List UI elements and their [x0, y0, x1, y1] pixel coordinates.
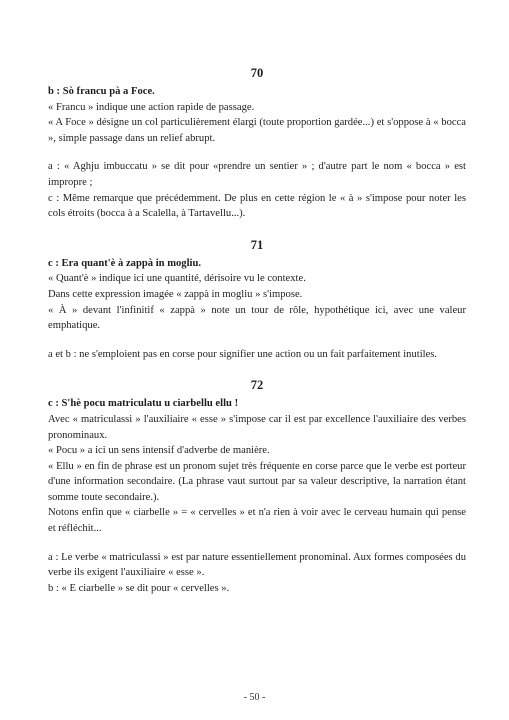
paragraph: Avec « matriculassi » l'auxiliaire « esse » s'impose car il est par excellence l'auxiliaire des verbes pronominaux. [48, 413, 466, 441]
note-paragraph: b : « E ciarbelle » se dit pour « cervelles ». [48, 582, 230, 594]
page-number: - 50 - [243, 692, 266, 703]
note-paragraph: c : Même remarque que précédemment. De plus en cette région le « à » s'impose pour noter les cols étroits (bocca à a Scalella, à Tartavellu...). [48, 192, 466, 220]
note-paragraph: a et b : ne s'emploient pas en corse pour signifier une action ou un fait parfaitement inutiles. [48, 348, 438, 360]
note-paragraph: a : « Aghju imbuccatu » se dit pour «prendre un sentier » ; d'autre part le nom « bocca » est impropre ; [48, 161, 466, 188]
paragraph: « Francu » indique une action rapide de passage. [48, 101, 255, 113]
section-number: 71 [250, 237, 264, 252]
section-70 [48, 64, 466, 222]
paragraph: Dans cette expression imagée « zappà in mogliu » s'impose. [48, 288, 303, 300]
spacer [48, 537, 466, 550]
section-number: 70 [250, 66, 264, 80]
section-72 [48, 376, 466, 596]
paragraph: « Ellu » en fin de phrase est un pronom sujet très fréquente en corse parce que le verbe est porteur d'une information secondaire. (La phrase vaut surtout par sa valeur descriptive, la narration étant somme toute secondaire.). [48, 460, 466, 503]
spacer [48, 334, 466, 347]
paragraph: « Quant'è » indique ici une quantité, dérisoire vu le contexte. [48, 273, 306, 285]
paragraph: Notons enfin que « ciarbelle » = « cervelles » et n'a rien à voir avec le cerveau humain qui pense et réfléchit... [48, 507, 466, 535]
paragraph: « À » devant l'infinitif « zappà » note un tour de rôle, hypothétique ici, avec une valeur emphatique. [48, 304, 466, 332]
section-heading: c : S'hè pocu matriculatu u ciarbellu ellu ! [48, 398, 239, 410]
section-number: 72 [250, 378, 264, 393]
section-heading: c : Era quant'è à zappà in mogliu. [48, 257, 202, 269]
note-paragraph: a : Le verbe « matriculassi » est par nature essentiellement pronominal. Aux formes composées du verbe ils exigent l'auxiliaire « esse ». [48, 551, 466, 579]
spacer [48, 146, 466, 159]
section-71 [48, 236, 466, 363]
document-page [48, 64, 466, 610]
paragraph: « A Foce » désigne un col particulièrement élargi (toute proportion gardée...) et s'oppose à « bocca », simple passage dans un relief abrupt. [48, 117, 466, 144]
paragraph: « Pocu » a ici un sens intensif d'adverbe de manière. [48, 445, 270, 457]
section-heading: b : Sò francu pà a Foce. [48, 86, 155, 97]
